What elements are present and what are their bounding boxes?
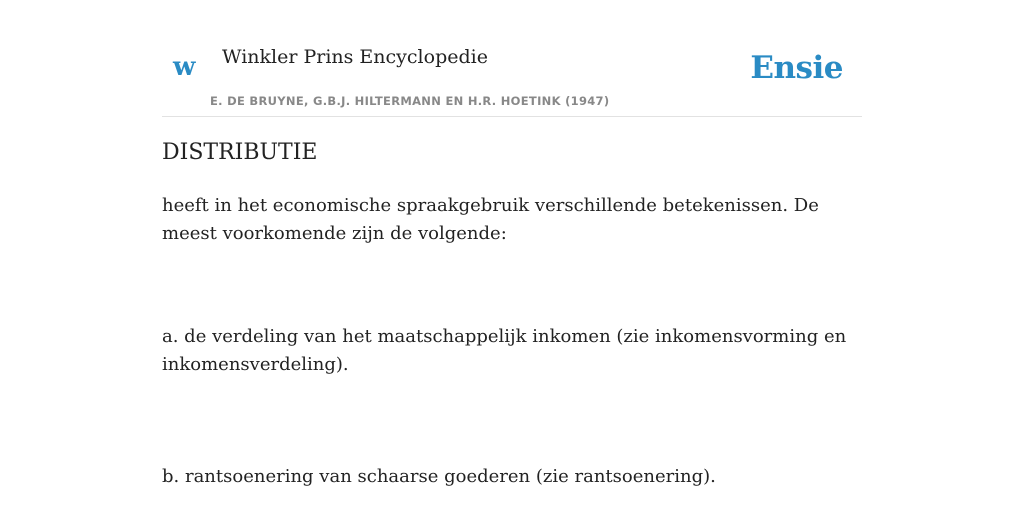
entry-paragraph: b. rantsoenering van schaarse goederen (zie rantsoenering). [162, 466, 716, 487]
entry-paragraph: heeft in het economische spraakgebruik verschillende betekenissen. De meest voorkomende zijn de volgende: [162, 195, 819, 244]
entry-headword: DISTRIBUTIE [162, 140, 318, 165]
site-logo[interactable]: w [173, 52, 196, 82]
site-title-link[interactable]: Winkler Prins Encyclopedie [222, 46, 488, 68]
authors-byline: E. DE BRUYNE, G.B.J. HILTERMANN EN H.R. HOETINK (1947) [210, 94, 610, 108]
entry-paragraph: a. de verdeling van het maatschappelijk inkomen (zie inkomensvorming en inkomensverdeling). [162, 326, 847, 375]
brand-logo-link[interactable]: Ensie [750, 50, 843, 86]
header [162, 36, 862, 117]
